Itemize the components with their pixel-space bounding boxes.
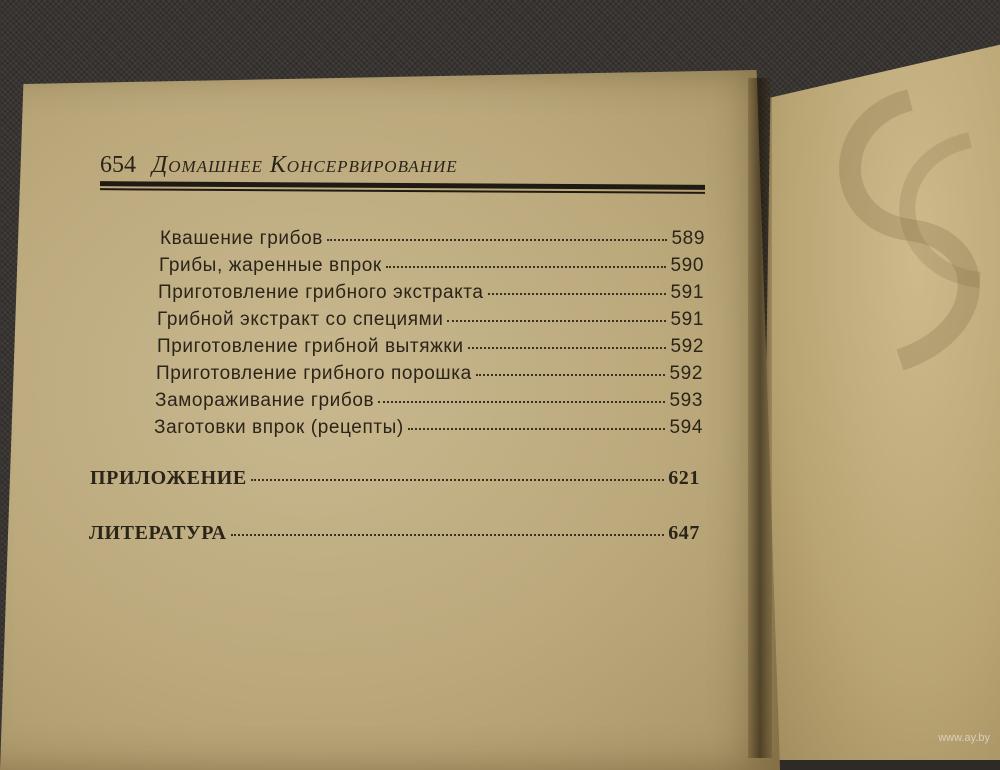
leader-dots — [251, 479, 664, 481]
toc-entry-page: 591 — [670, 309, 704, 330]
toc-entry-page: 592 — [669, 363, 703, 384]
toc-entry-page: 592 — [670, 336, 704, 357]
toc-entry — [158, 282, 704, 304]
toc-entry-label: Грибы, жаренные впрок — [159, 255, 382, 276]
running-title: Домашнее Консервирование — [152, 152, 458, 178]
toc-entry — [156, 363, 703, 385]
leader-dots — [476, 374, 666, 376]
toc-entry-page: 589 — [671, 228, 705, 249]
toc-entry-page: 591 — [670, 282, 704, 303]
toc-entry — [155, 390, 703, 412]
toc-entry-page: 594 — [669, 417, 703, 438]
toc-entry — [159, 255, 704, 277]
page-number: 654 — [100, 152, 136, 178]
toc-entry-page: 590 — [670, 255, 704, 276]
toc-entry-label: Квашение грибов — [160, 228, 323, 249]
toc-entry-label: Приготовление грибного порошка — [156, 363, 472, 384]
toc-section — [90, 467, 700, 490]
toc-entry-page: 593 — [669, 390, 703, 411]
leader-dots — [327, 239, 668, 241]
toc-entry-label: Замораживание грибов — [155, 390, 375, 411]
toc-entry-label: Грибной экстракт со специями — [157, 309, 444, 330]
leader-dots — [231, 534, 665, 536]
leader-dots — [408, 428, 666, 430]
toc-section-page: 647 — [668, 522, 700, 544]
leader-dots — [386, 266, 667, 268]
toc-section-page: 621 — [668, 467, 700, 489]
page-header — [100, 152, 710, 179]
toc-section-label: ПРИЛОЖЕНИЕ — [90, 467, 247, 489]
toc-entry — [157, 309, 704, 331]
toc-entry-label: Заготовки впрок (рецепты) — [154, 417, 404, 438]
leader-dots — [378, 401, 665, 403]
book-gutter — [748, 78, 772, 758]
toc-entry-label: Приготовление грибного экстракта — [158, 282, 484, 303]
toc-section — [89, 522, 700, 545]
toc-entry — [160, 228, 705, 250]
toc-entry-label: Приготовление грибной вытяжки — [157, 336, 464, 357]
leader-dots — [447, 320, 666, 322]
toc-entry — [154, 417, 703, 439]
decorative-swirl — [820, 80, 1000, 400]
watermark: www.ay.by — [938, 732, 990, 744]
toc-section-label: ЛИТЕРАТУРА — [89, 522, 227, 544]
toc-entry — [157, 336, 704, 358]
leader-dots — [488, 293, 667, 295]
leader-dots — [468, 347, 667, 349]
